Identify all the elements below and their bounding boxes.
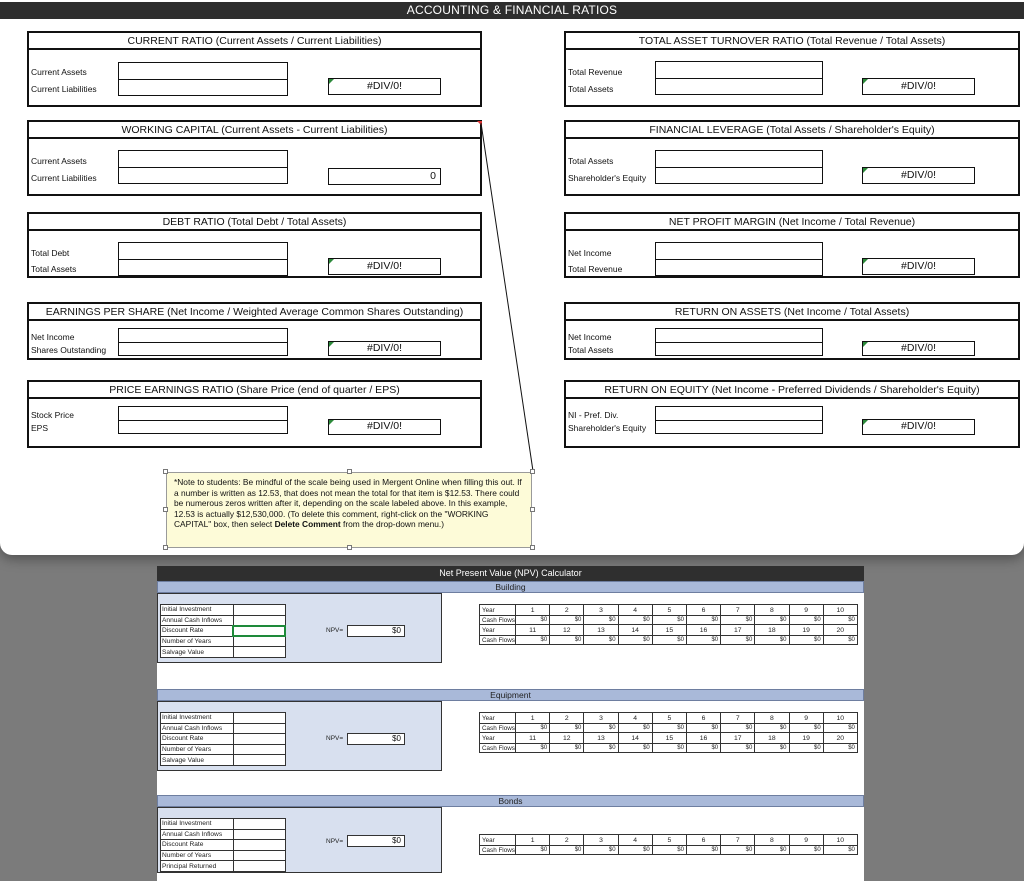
row-label: Cash Flows [480,724,516,733]
resize-handle[interactable] [530,507,535,512]
year-cell: 12 [550,733,584,744]
equipment-cashflow-table [479,712,858,753]
result-cell[interactable]: #DIV/0! [862,167,975,184]
cash-flow-cell[interactable]: $0 [721,744,755,753]
error-indicator-icon [863,259,868,264]
result-cell[interactable]: #DIV/0! [328,78,441,95]
result-cell[interactable]: #DIV/0! [862,78,975,95]
row-label: Year [480,605,516,616]
number-of-years-input[interactable] [234,744,286,755]
cash-flow-cell[interactable]: $0 [652,616,686,625]
input-label: Total Assets [568,84,614,94]
shareholders-equity-input[interactable] [656,168,822,184]
input-label: Initial Investment [161,819,234,830]
row-label: Cash Flows [480,616,516,625]
year-cell: 14 [618,733,652,744]
current-ratio-box[interactable] [27,31,482,107]
input-table [160,818,286,872]
discount-rate-input[interactable] [233,626,285,637]
cash-flow-cell[interactable]: $0 [789,846,823,855]
ratio-title: EARNINGS PER SHARE (Net Income / Weighted Average Common Shares Outstanding) [29,304,480,321]
input-label: NI - Pref. Div. [568,410,619,420]
input-label: Net Income [568,332,612,342]
current-assets-input[interactable] [119,63,287,79]
input-label: Stock Price [31,410,74,420]
year-cell: 3 [584,835,618,846]
cash-flow-cell[interactable]: $0 [686,616,720,625]
year-cell: 17 [721,733,755,744]
input-cells [655,328,823,356]
year-cell: 9 [789,605,823,616]
year-cell: 19 [789,733,823,744]
annual-cash-inflows-input[interactable] [234,829,286,840]
error-indicator-icon [863,168,868,173]
npv-sheet [157,566,864,881]
cash-flow-cell[interactable]: $0 [550,616,584,625]
discount-rate-input[interactable] [234,840,286,851]
cash-flow-cell[interactable]: $0 [755,724,789,733]
cash-flow-cell[interactable]: $0 [823,846,857,855]
input-cells [118,242,288,276]
cash-flow-cell[interactable]: $0 [584,636,618,645]
year-cell: 14 [618,625,652,636]
bonds-cashflow-table [479,834,858,855]
row-label: Cash Flows [480,636,516,645]
result-cell[interactable]: #DIV/0! [862,258,975,275]
resize-handle[interactable] [530,545,535,550]
npv-label: NPV= [326,735,344,742]
ratio-title: CURRENT RATIO (Current Assets / Current Liabilities) [29,33,480,50]
note-text-end: from the drop-down menu.) [340,519,445,529]
cash-flow-cell[interactable]: $0 [550,724,584,733]
current-liabilities-input[interactable] [119,168,287,184]
input-cells [118,62,288,96]
input-label: Current Liabilities [31,84,97,94]
year-cell: 7 [721,835,755,846]
error-indicator-icon [863,79,868,84]
cash-flow-cell[interactable]: $0 [652,744,686,753]
section-header-building: Building [157,581,864,593]
stock-price-input[interactable] [119,407,287,420]
result-cell[interactable]: #DIV/0! [328,341,441,356]
cash-flow-cell[interactable]: $0 [550,636,584,645]
year-cell: 8 [755,835,789,846]
year-cell: 1 [516,835,550,846]
cash-flow-cell[interactable]: $0 [721,846,755,855]
year-cell: 11 [516,733,550,744]
input-label: Total Assets [31,264,77,274]
input-cells [655,61,823,95]
year-cell: 13 [584,625,618,636]
error-indicator-icon [329,420,334,425]
cash-flow-cell[interactable]: $0 [516,616,550,625]
pe-ratio-box[interactable] [27,380,482,448]
cash-flow-cell[interactable]: $0 [550,744,584,753]
year-cell: 3 [584,605,618,616]
note-bold-comment: Comment [302,519,341,529]
resize-handle[interactable] [163,469,168,474]
input-label: Total Revenue [568,264,623,274]
year-cell: 9 [789,835,823,846]
input-label: Discount Rate [161,734,234,745]
cash-flow-cell[interactable]: $0 [755,846,789,855]
return-on-assets-box[interactable] [564,302,1020,360]
cash-flow-cell[interactable]: $0 [789,636,823,645]
student-note-comment[interactable] [166,472,532,548]
year-cell: 18 [755,625,789,636]
year-cell: 5 [652,713,686,724]
resize-handle[interactable] [163,507,168,512]
ratio-title: NET PROFIT MARGIN (Net Income / Total Revenue) [566,214,1018,231]
total-asset-turnover-box[interactable] [564,31,1020,107]
row-label: Year [480,625,516,636]
year-cell: 4 [618,713,652,724]
current-assets-input[interactable] [119,151,287,167]
building-inputs-panel [157,593,442,663]
cash-flow-cell[interactable]: $0 [516,724,550,733]
cash-flow-cell[interactable]: $0 [755,744,789,753]
error-indicator-icon [329,259,334,264]
comment-indicator-icon[interactable] [477,121,482,126]
equipment-inputs-panel [157,701,442,771]
cash-flow-cell[interactable]: $0 [584,724,618,733]
cash-flow-cell[interactable]: $0 [823,724,857,733]
year-cell: 20 [823,733,857,744]
ratio-title: WORKING CAPITAL (Current Assets - Current Liabilities) [29,122,480,139]
input-label: Number of Years [161,744,234,755]
result-cell[interactable]: #DIV/0! [328,419,441,435]
cash-flow-cell[interactable]: $0 [618,744,652,753]
npv-label: NPV= [326,627,344,634]
ni-pref-div-input[interactable] [656,407,822,420]
input-label: Salvage Value [161,755,234,766]
year-cell: 16 [686,625,720,636]
year-cell: 6 [686,835,720,846]
number-of-years-input[interactable] [234,850,286,861]
cash-flow-cell[interactable]: $0 [721,616,755,625]
total-revenue-input[interactable] [656,260,822,276]
initial-investment-input[interactable] [234,819,286,830]
year-cell: 12 [550,625,584,636]
debt-ratio-box[interactable] [27,212,482,278]
input-label: Current Assets [31,156,87,166]
number-of-years-input[interactable] [233,636,285,647]
year-cell: 10 [823,835,857,846]
cash-flow-cell[interactable]: $0 [686,744,720,753]
input-label: Shareholder's Equity [568,173,647,183]
cash-flow-cell[interactable]: $0 [755,636,789,645]
working-capital-box[interactable] [27,120,482,196]
cash-flow-cell[interactable]: $0 [686,636,720,645]
input-label: Number of Years [161,850,234,861]
annual-cash-inflows-input[interactable] [233,615,285,626]
npv-result[interactable]: $0 [347,625,405,637]
input-cells [118,150,288,184]
annual-cash-inflows-input[interactable] [234,723,286,734]
cash-flow-cell[interactable]: $0 [652,846,686,855]
net-income-input[interactable] [656,329,822,342]
year-cell: 4 [618,835,652,846]
cash-flow-cell[interactable]: $0 [618,846,652,855]
error-indicator-icon [329,342,334,347]
year-cell: 8 [755,713,789,724]
result-cell[interactable]: 0 [328,168,441,185]
ratio-title: DEBT RATIO (Total Debt / Total Assets) [29,214,480,231]
shares-outstanding-input[interactable] [119,343,287,356]
sheet-title: ACCOUNTING & FINANCIAL RATIOS [0,2,1024,19]
section-header-bonds: Bonds [157,795,864,807]
eps-input[interactable] [119,421,287,434]
ratio-title: FINANCIAL LEVERAGE (Total Assets / Shareholder's Equity) [566,122,1018,139]
input-label: Net Income [568,248,612,258]
year-cell: 2 [550,605,584,616]
year-cell: 15 [652,733,686,744]
ratio-title: RETURN ON EQUITY (Net Income - Preferred Dividends / Shareholder's Equity) [566,382,1018,399]
year-cell: 5 [652,835,686,846]
cash-flow-cell[interactable]: $0 [584,744,618,753]
error-indicator-icon [329,79,334,84]
input-label: Salvage Value [161,647,234,658]
cash-flow-cell[interactable]: $0 [550,846,584,855]
year-cell: 9 [789,713,823,724]
year-cell: 16 [686,733,720,744]
row-label: Year [480,713,516,724]
cash-flow-cell[interactable]: $0 [516,636,550,645]
input-label: Net Income [31,332,75,342]
year-cell: 7 [721,713,755,724]
year-cell: 15 [652,625,686,636]
cash-flow-cell[interactable]: $0 [721,724,755,733]
resize-handle[interactable] [530,469,535,474]
ratio-title: TOTAL ASSET TURNOVER RATIO (Total Revenue / Total Assets) [566,33,1018,50]
year-cell: 20 [823,625,857,636]
cash-flow-cell[interactable]: $0 [686,724,720,733]
npv-label: NPV= [326,838,344,845]
note-bold-delete: Delete [274,519,300,529]
result-cell[interactable]: #DIV/0! [328,258,441,275]
npv-result[interactable]: $0 [347,835,405,847]
cash-flow-cell[interactable]: $0 [516,846,550,855]
year-cell: 13 [584,733,618,744]
shareholders-equity-input[interactable] [656,421,822,434]
input-label: Total Revenue [568,67,623,77]
discount-rate-input[interactable] [234,734,286,745]
input-cells [118,406,288,434]
initial-investment-input[interactable] [233,605,285,616]
input-label: Total Assets [568,156,614,166]
salvage-value-input[interactable] [233,647,285,658]
input-label: Initial Investment [161,713,234,724]
year-cell: 11 [516,625,550,636]
row-label: Cash Flows [480,846,516,855]
total-assets-input[interactable] [119,260,287,276]
year-cell: 6 [686,713,720,724]
resize-handle[interactable] [347,469,352,474]
current-liabilities-input[interactable] [119,80,287,96]
input-label: EPS [31,423,49,433]
total-assets-input[interactable] [656,343,822,356]
total-assets-input[interactable] [656,79,822,95]
input-label: Annual Cash Inflows [161,723,234,734]
input-cells [118,328,288,356]
bonds-inputs-panel [157,807,442,873]
year-cell: 19 [789,625,823,636]
cash-flow-cell[interactable]: $0 [789,724,823,733]
row-label: Cash Flows [480,744,516,753]
cash-flow-cell[interactable]: $0 [618,724,652,733]
net-income-input[interactable] [656,243,822,259]
cash-flow-cell[interactable]: $0 [618,636,652,645]
input-label: Number of Years [161,636,234,647]
cash-flow-cell[interactable]: $0 [516,744,550,753]
cash-flow-cell[interactable]: $0 [755,616,789,625]
input-cells [655,406,823,434]
year-cell: 6 [686,605,720,616]
cash-flow-cell[interactable]: $0 [686,846,720,855]
cash-flow-cell[interactable]: $0 [618,616,652,625]
npv-title: Net Present Value (NPV) Calculator [157,566,864,581]
input-label: Discount Rate [161,840,234,851]
year-cell: 5 [652,605,686,616]
section-header-equipment: Equipment [157,689,864,701]
year-cell: 4 [618,605,652,616]
cash-flow-cell[interactable]: $0 [652,636,686,645]
resize-handle[interactable] [163,545,168,550]
cash-flow-cell[interactable]: $0 [652,724,686,733]
net-income-input[interactable] [119,329,287,342]
ratio-title: PRICE EARNINGS RATIO (Share Price (end of quarter / EPS) [29,382,480,399]
cash-flow-cell[interactable]: $0 [789,616,823,625]
total-debt-input[interactable] [119,243,287,259]
cash-flow-cell[interactable]: $0 [823,744,857,753]
cash-flow-cell[interactable]: $0 [721,636,755,645]
cash-flow-cell[interactable]: $0 [823,616,857,625]
input-label: Shareholder's Equity [568,423,647,433]
net-profit-margin-box[interactable] [564,212,1020,278]
eps-box[interactable] [27,302,482,360]
financial-leverage-box[interactable] [564,120,1020,196]
cash-flow-cell[interactable]: $0 [789,744,823,753]
input-label: Current Assets [31,67,87,77]
input-label: Current Liabilities [31,173,97,183]
year-cell: 17 [721,625,755,636]
total-assets-input[interactable] [656,151,822,167]
resize-handle[interactable] [347,545,352,550]
total-revenue-input[interactable] [656,62,822,78]
input-label: Shares Outstanding [31,345,107,355]
input-label: Annual Cash Inflows [161,615,234,626]
building-cashflow-table [479,604,858,645]
cash-flow-cell[interactable]: $0 [823,636,857,645]
year-cell: 10 [823,713,857,724]
year-cell: 10 [823,605,857,616]
year-cell: 2 [550,835,584,846]
year-cell: 3 [584,713,618,724]
cash-flow-cell[interactable]: $0 [584,846,618,855]
row-label: Year [480,835,516,846]
input-label: Discount Rate [161,626,234,637]
year-cell: 7 [721,605,755,616]
return-on-equity-box[interactable] [564,380,1020,448]
year-cell: 8 [755,605,789,616]
input-label: Annual Cash Inflows [161,829,234,840]
input-label: Total Assets [568,345,614,355]
input-cells [655,150,823,184]
input-table [160,712,286,766]
year-cell: 18 [755,733,789,744]
input-label: Principal Returned [161,861,234,872]
error-indicator-icon [863,342,868,347]
npv-result[interactable]: $0 [347,733,405,745]
input-label: Initial Investment [161,605,234,616]
error-indicator-icon [863,420,868,425]
cash-flow-cell[interactable]: $0 [584,616,618,625]
initial-investment-input[interactable] [234,713,286,724]
ratio-title: RETURN ON ASSETS (Net Income / Total Assets) [566,304,1018,321]
result-cell[interactable]: #DIV/0! [862,341,975,356]
note-text: *Note to students: Be mindful of the scale being used in Mergent Online when filling this out. If a number is written as 12.53, that does not mean the total for that item is $12.53. There could be numerous zeros written after it, depending on the scale labeled above. In this example, 12.53 is actually $12,530,000. (To delete this comment, right-click on the "WORKING CAPITAL" box, then select [174,477,522,529]
result-cell[interactable]: #DIV/0! [862,419,975,435]
year-cell: 1 [516,605,550,616]
salvage-value-input[interactable] [234,755,286,766]
year-cell: 1 [516,713,550,724]
input-table [160,604,286,658]
principal-returned-input[interactable] [234,861,286,872]
row-label: Year [480,733,516,744]
year-cell: 2 [550,713,584,724]
input-label: Total Debt [31,248,70,258]
input-cells [655,242,823,276]
